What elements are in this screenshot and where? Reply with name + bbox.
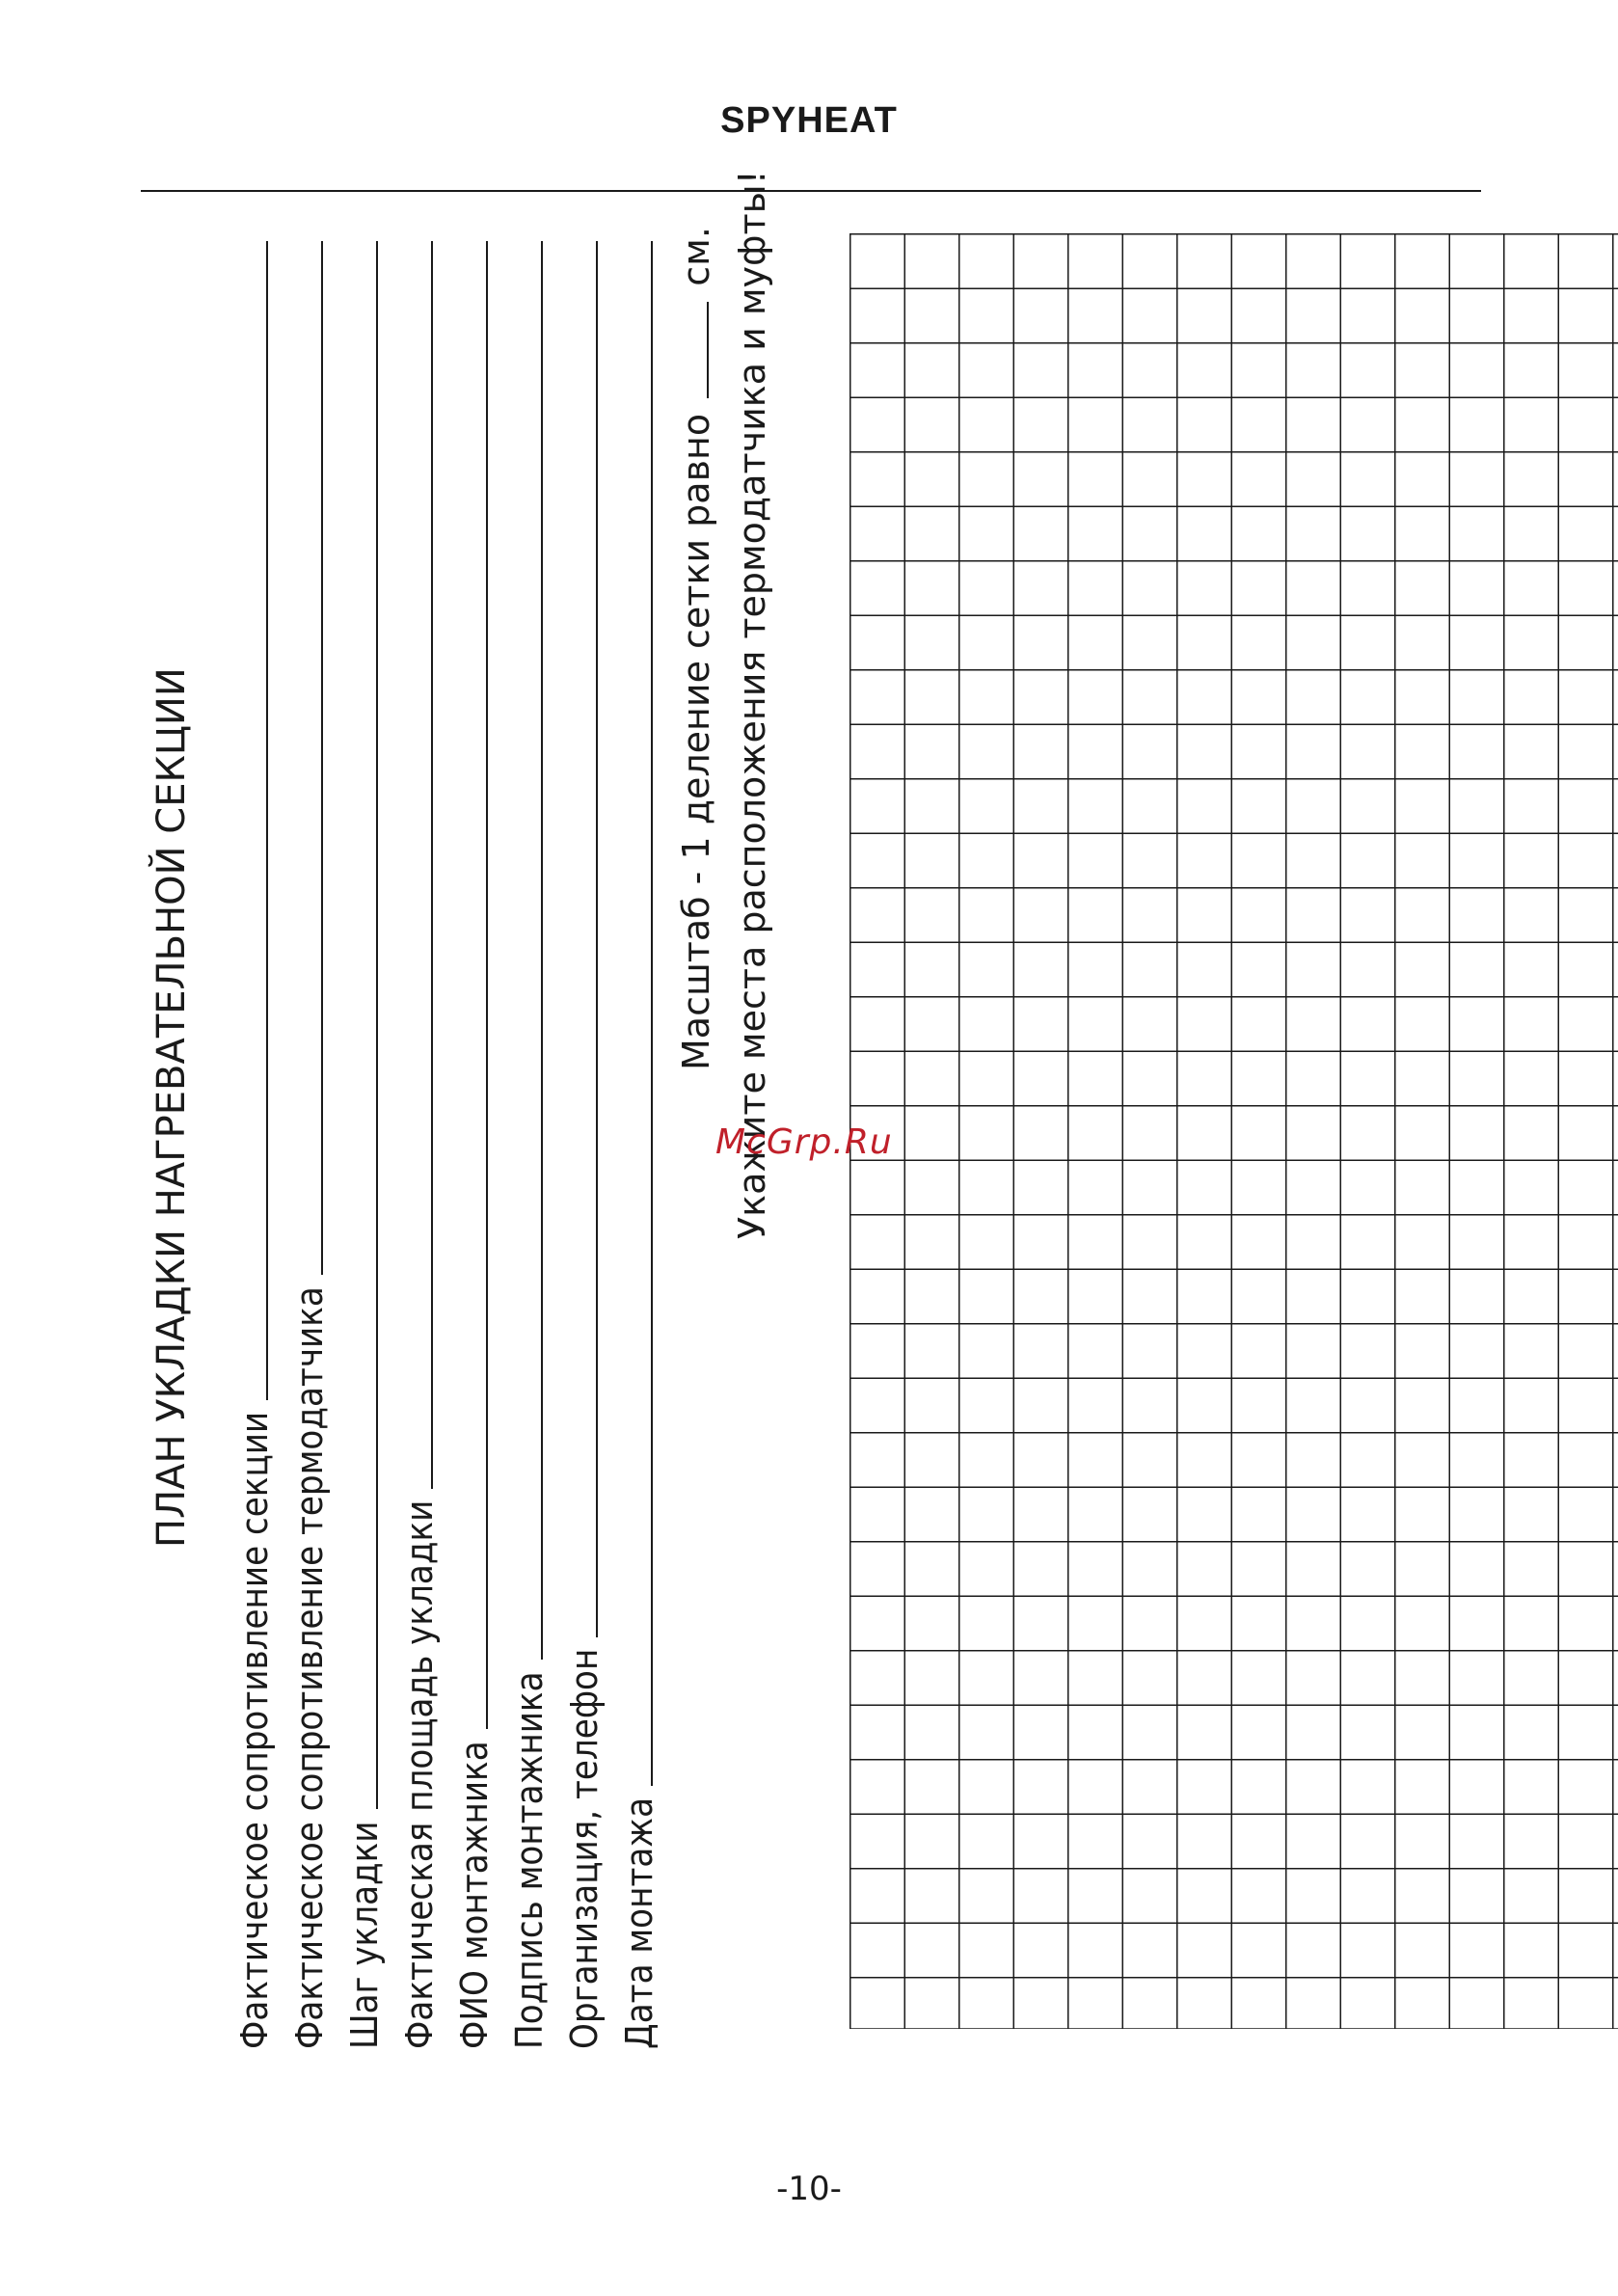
field-label: Фактическая площадь укладки — [398, 1499, 441, 2049]
field-laying-step — [337, 241, 386, 2049]
scale-blank[interactable] — [705, 302, 709, 398]
field-label: Подпись монтажника — [508, 1671, 551, 2049]
field-organization-phone — [557, 241, 606, 2049]
field-label: Организация, телефон — [563, 1648, 606, 2049]
fill-line[interactable] — [486, 241, 488, 1729]
fill-line[interactable] — [431, 241, 433, 1489]
fill-line[interactable] — [651, 241, 653, 1786]
field-label: Фактическое сопротивление секции — [233, 1411, 276, 2049]
field-label: Фактическое сопротивление термодатчика — [288, 1286, 331, 2049]
scale-prefix: Масштаб - 1 деление сетки равно — [675, 413, 717, 1070]
fill-line[interactable] — [376, 241, 378, 1809]
fill-line[interactable] — [266, 241, 268, 1400]
fill-line[interactable] — [541, 241, 543, 1660]
instruction-note: Укажите места расположения термодатчика и муфты! — [731, 170, 773, 1239]
header-divider — [141, 190, 1481, 192]
field-label: Шаг укладки — [343, 1821, 386, 2049]
field-installer-name — [447, 241, 496, 2049]
field-installer-signature — [502, 241, 551, 2049]
field-laying-area — [392, 241, 441, 2049]
fill-line[interactable] — [321, 241, 323, 1275]
scale-note — [675, 227, 717, 1070]
scale-unit: см. — [675, 227, 717, 286]
field-sensor-resistance — [283, 241, 331, 2049]
form-title: ПЛАН УКЛАДКИ НАГРЕВАТЕЛЬНОЙ СЕКЦИИ — [149, 667, 194, 1548]
field-label: Дата монтажа — [618, 1796, 661, 2049]
page-number: -10- — [776, 2170, 842, 2208]
field-installation-date — [612, 241, 661, 2049]
watermark: McGrp.Ru — [715, 1122, 893, 1162]
field-section-resistance — [228, 241, 276, 2049]
layout-grid[interactable] — [849, 233, 1618, 2029]
brand-logo: SPYHEAT — [720, 100, 898, 141]
fill-line[interactable] — [596, 241, 598, 1637]
field-label: ФИО монтажника — [453, 1741, 496, 2049]
